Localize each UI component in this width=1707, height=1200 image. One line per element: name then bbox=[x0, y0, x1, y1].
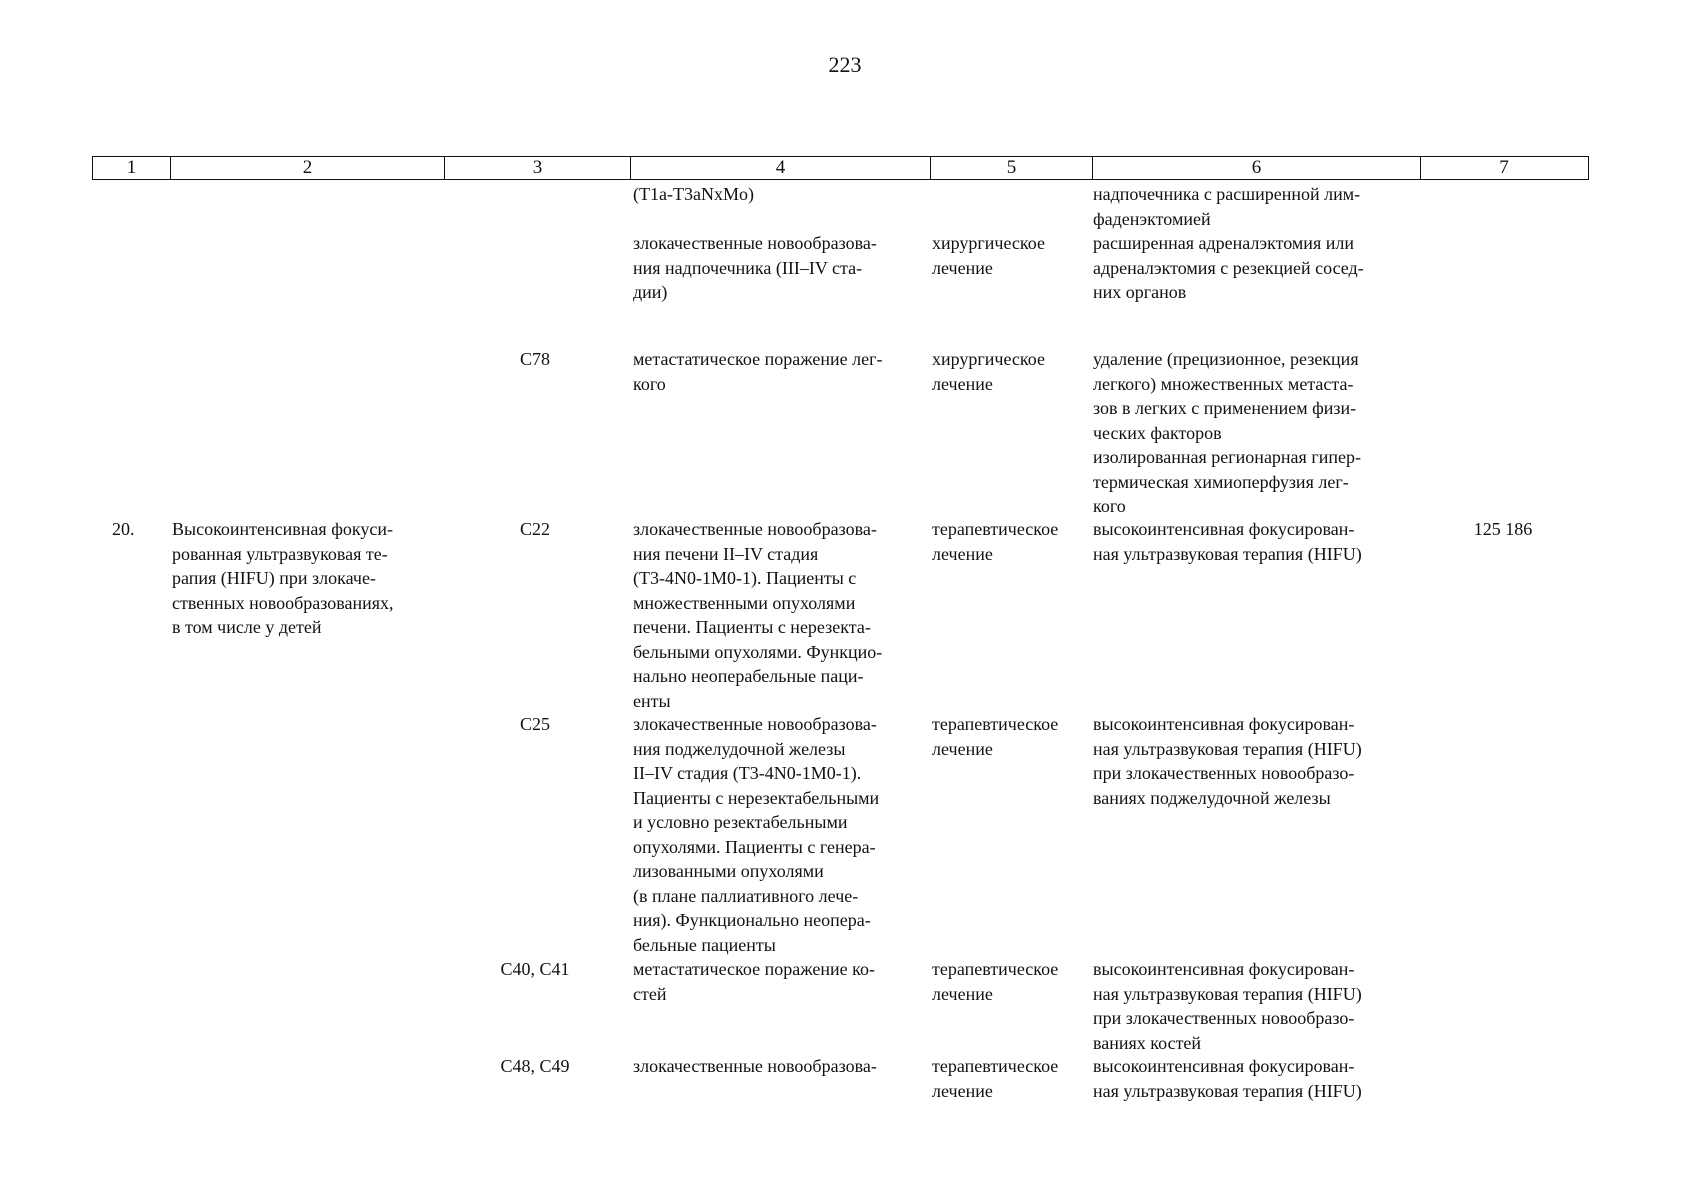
column-header-7: 7 bbox=[1499, 157, 1509, 178]
cell-method: высокоинтенсивная фокусирован- ная ультразвуковая терапия (HIFU) bbox=[1093, 519, 1362, 564]
column-header-5: 5 bbox=[931, 157, 1093, 179]
cell-care-type: Высокоинтенсивная фокуси- рованная ультразвуковая те- рапия (HIFU) при злокаче- ственных новообразованиях, в том числе у детей bbox=[172, 519, 394, 637]
column-header-6: 6 bbox=[1093, 157, 1421, 179]
cell-code: C78 bbox=[519, 349, 550, 369]
cell-method: высокоинтенсивная фокусирован- ная ультразвуковая терапия (HIFU) при злокачественных новообразо- ваниях поджелудочной железы bbox=[1093, 714, 1362, 808]
cell-method: надпочечника с расширенной лим- фаденэктомией bbox=[1093, 184, 1361, 229]
cell-diagnosis: метастатическое поражение ко- стей bbox=[633, 959, 875, 1004]
cell-number: 20. bbox=[112, 519, 135, 539]
cell-treatment-type: терапевтическое лечение bbox=[932, 714, 1059, 759]
cell-method: высокоинтенсивная фокусирован- ная ультразвуковая терапия (HIFU) bbox=[1093, 1056, 1362, 1101]
cell-diagnosis: злокачественные новообразова- ния надпочечника (III–IV ста- дии) bbox=[633, 233, 877, 302]
cell-diagnosis: злокачественные новообразова- bbox=[633, 1056, 877, 1076]
cell-treatment-type: хирургическое лечение bbox=[932, 233, 1045, 278]
cell-diagnosis: (T1a-T3aNxMo) bbox=[633, 184, 754, 204]
cell-method: удаление (прецизионное, резекция легкого) множественных метаста- зов в легких с применением физи- ческих факторов изолированная регионарная гипер- термическая химиоперфузия лег- кого bbox=[1093, 349, 1361, 516]
cell-method: расширенная адреналэктомия или адреналэктомия с резекцией сосед- них органов bbox=[1093, 233, 1364, 302]
column-header-2: 2 bbox=[171, 157, 445, 179]
table-header bbox=[92, 156, 1589, 180]
cell-cost: 125 186 bbox=[1473, 519, 1533, 539]
cell-diagnosis: злокачественные новообразова- ния печени II–IV стадия (T3-4N0-1M0-1). Пациенты с множественными опухолями печени. Пациенты с нерезекта- бельными опухолями. Функцио- нально неоперабельные паци- енты bbox=[633, 519, 883, 711]
cell-code: C40, C41 bbox=[500, 959, 570, 979]
cell-treatment-type: терапевтическое лечение bbox=[932, 1056, 1059, 1101]
column-header-3: 3 bbox=[445, 157, 631, 179]
cell-diagnosis: метастатическое поражение лег- кого bbox=[633, 349, 883, 394]
cell-code: C22 bbox=[519, 519, 550, 539]
column-header-4: 4 bbox=[631, 157, 931, 179]
page-number: 223 bbox=[828, 52, 862, 77]
cell-treatment-type: терапевтическое лечение bbox=[932, 959, 1059, 1004]
cell-treatment-type: терапевтическое лечение bbox=[932, 519, 1059, 564]
cell-code: C48, C49 bbox=[500, 1056, 570, 1076]
cell-diagnosis: злокачественные новообразова- ния поджелудочной железы II–IV стадия (T3-4N0-1M0-1). Пациенты с нерезектабельными и условно резектабельными опухолями. Пациенты с генера- лизованными опухолями (в плане паллиативного лече- ния). Функционально неопера- бельные пациенты bbox=[633, 714, 880, 955]
cell-code: C25 bbox=[519, 714, 550, 734]
cell-treatment-type: хирургическое лечение bbox=[932, 349, 1045, 394]
column-header-1: 1 bbox=[93, 157, 171, 179]
cell-method: высокоинтенсивная фокусирован- ная ультразвуковая терапия (HIFU) при злокачественных новообразо- ваниях костей bbox=[1093, 959, 1362, 1053]
